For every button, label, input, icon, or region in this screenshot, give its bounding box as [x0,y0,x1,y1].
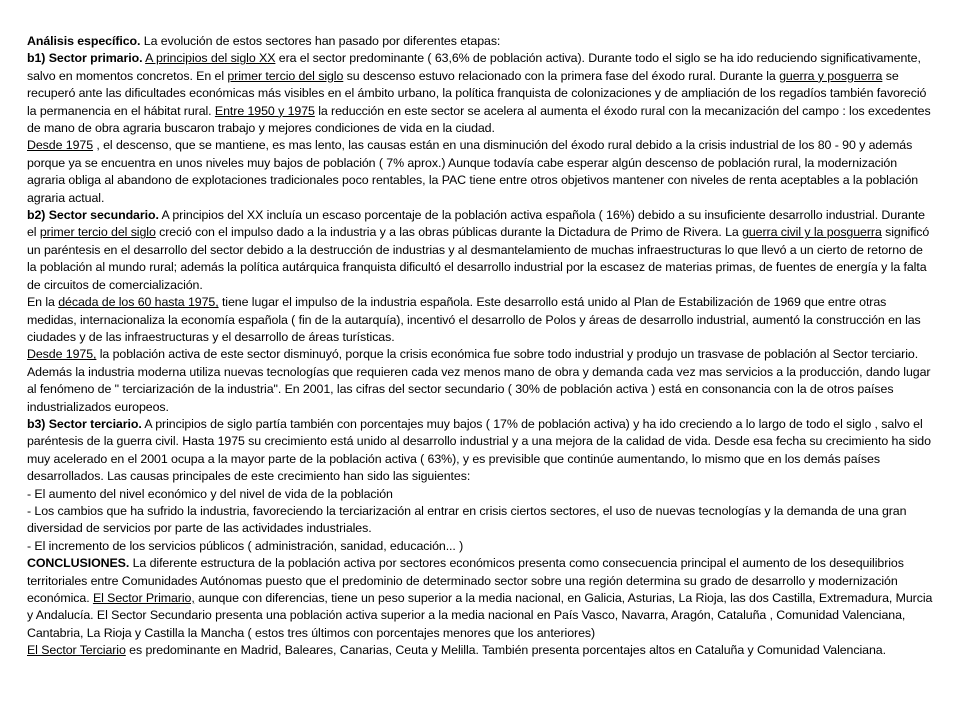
text: se recuperó ante las dificultades económicas más visibles en el ámbito urbano, la política franquista de colonizaciones y de ampliación de los regadíos también favoreció la permanencia en el hábitat rural. [27,68,927,118]
underlined-phrase: década de los 60 hasta 1975, [58,295,219,310]
paragraph-secundario-desde-1975 [27,346,935,416]
paragraph-sector-secundario [27,207,935,294]
text: la reducción en este sector se acelera al aumenta el éxodo rural con la mecanización del campo : los excedentes de mano de obra agraria buscaron trabajo y mejores condiciones de vida en la ciudad. [27,103,931,136]
heading-conclusiones: CONCLUSIONES. [27,556,130,571]
heading-sector-secundario: b2) Sector secundario. [27,208,159,223]
list-item: - El aumento del nivel económico y del nivel de vida de la población [27,486,393,501]
text: era el sector predominante ( 63,6% de población activa). Durante todo el siglo se ha ido reduciendo significativamente, salvo en momentos concretos. En el [27,51,921,83]
list-item: - El incremento de los servicios públicos ( administración, sanidad, educación... ) [27,538,464,553]
underlined-phrase: El Sector Terciario [27,643,126,658]
text: aunque con diferencias, tiene un peso superior a la media nacional, en Galicia, Asturias, La Rioja, las dos Castilla, Extremadura, Murcia y Andalucía. El Sector Secundario presenta una población activa superior a la media nacional en País Vasco, Navarra, Aragón, Cataluña , Comunidad Valenciana, Cantabria, La Rioja y Castilla la Mancha ( estos tres últimos con porcentajes menores que los anteriores) [27,591,933,640]
underlined-phrase: A principios del siglo XX [145,51,276,66]
text: La evolución de estos sectores han pasado por diferentes etapas: [140,34,501,48]
heading-sector-primario: b1) Sector primario. [27,51,143,66]
text: La diferente estructura de la población activa por sectores económicos presenta como consecuencia principal el aumento de los desequilibrios territoriales entre Comunidades Autónomas puesto que el predominio de determinado sector sobre una región determina su grado de desarrollo y modernización económica. [27,556,904,605]
text: tiene lugar el impulso de la industria española. Este desarrollo está unido al Plan de Estabilización de 1969 que entre otras medidas, internacionaliza la economía española ( fin de la autarquía), incentivó el desarrollo de Polos y áreas de desarrollo industrial, aumentó la construcción en las ciudades y de las infraestructuras y el desarrollo de áreas turísticas. [27,295,921,344]
text: su descenso estuvo relacionado con la primera fase del éxodo rural. Durante la [343,68,780,83]
paragraph-intro [27,33,935,50]
heading-analisis: Análisis específico. [27,34,141,48]
paragraph-sector-primario [27,50,935,137]
underlined-phrase: Entre 1950 y 1975 [214,103,315,118]
underlined-phrase: Desde 1975, [27,347,97,362]
underlined-phrase: Desde 1975 [27,138,94,153]
text: creció con el impulso dado a la industria y a las obras públicas durante la Dictadura de Primo de Rivera. La [155,225,743,240]
paragraph-sector-terciario [27,416,935,486]
underlined-phrase: primer tercio del siglo [39,225,156,240]
paragraph-primario-desde-1975 [27,137,935,207]
paragraph-sector-terciario-final [27,642,935,659]
text: , el descenso, que se mantiene, es mas lento, las causas están en una disminución del éxodo rural debido a la crisis industrial de los 80 - 90 y además porque ya se encuentra en unos niveles muy bajos de población ( 7% aprox.) Aunque todavía cabe esperar algún descenso de población rural, la modernización agraria obliga al abandono de explotaciones tradicionales poco rentables, la PAC tiene entre otros objetivos mantener con niveles de renta aceptables a la población agraria actual. [27,138,919,205]
text: la población activa de este sector disminuyó, porque la crisis económica fue sobre todo industrial y produjo un trasvase de población al Sector terciario. Además la industria moderna utiliza nuevas tecnologías que requieren cada vez menos mano de obra y demanda cada vez mas servicios a la producción, dando lugar al fenómeno de " terciarización de la industria". En 2001, las cifras del sector secundario ( 30% de población activa ) está en consonancia con la de otros países industrializados europeos. [27,347,931,414]
text: En la [27,295,59,310]
document-body [27,33,935,660]
text: A principios del XX incluía un escaso porcentaje de la población activa española ( 16%) debido a su insuficiente desarrollo industrial. Durante el [27,208,925,240]
underlined-phrase: guerra y posguerra [779,68,883,83]
paragraph-secundario-decada-60 [27,294,935,346]
list-item: - Los cambios que ha sufrido la industria, favoreciendo la terciarización al entrar en crisis ciertos sectores, el uso de nuevas tecnologías y la demanda de una gran diversidad de servicios por parte de las actividades industriales. [27,503,907,536]
heading-sector-terciario: b3) Sector terciario. [27,416,142,431]
underlined-phrase: El Sector Primario, [92,591,195,605]
text: A principios de siglo partía también con porcentajes muy bajos ( 17% de población activa) y ha ido creciendo a lo largo de todo el siglo , salvo el paréntesis de la guerra civil. Hasta 1975 su crecimiento está unido al desarrollo industrial y a una mejora de la calidad de vida. Desde esa fecha su crecimiento ha sido muy acelerado en el 2001 ocupa a la mayor parte de la población activa ( 63%), y es previsible que continúe aumentando, lo mismo que en los demás países desarrollados. Las causas principales de este crecimiento han sido las siguientes: [27,416,931,484]
paragraph-conclusiones [27,555,935,642]
underlined-phrase: guerra civil y la posguerra [742,225,882,240]
underlined-phrase: primer tercio del siglo [227,68,344,83]
text: significó un paréntesis en el desarrollo del sector debido a la destrucción de industrias y al desmantelamiento de muchas infraestructuras lo que llevó a un cierto de retorno de la población al mundo rural; además la política autárquica franquista dificultó el desarrollo industrial por la escasez de materias primas, de fuentes de energía y la falta de circuitos de comercialización. [27,225,930,292]
text: es predominante en Madrid, Baleares, Canarias, Ceuta y Melilla. También presenta porcentajes altos en Cataluña y Comunidad Valenciana. [125,643,886,658]
